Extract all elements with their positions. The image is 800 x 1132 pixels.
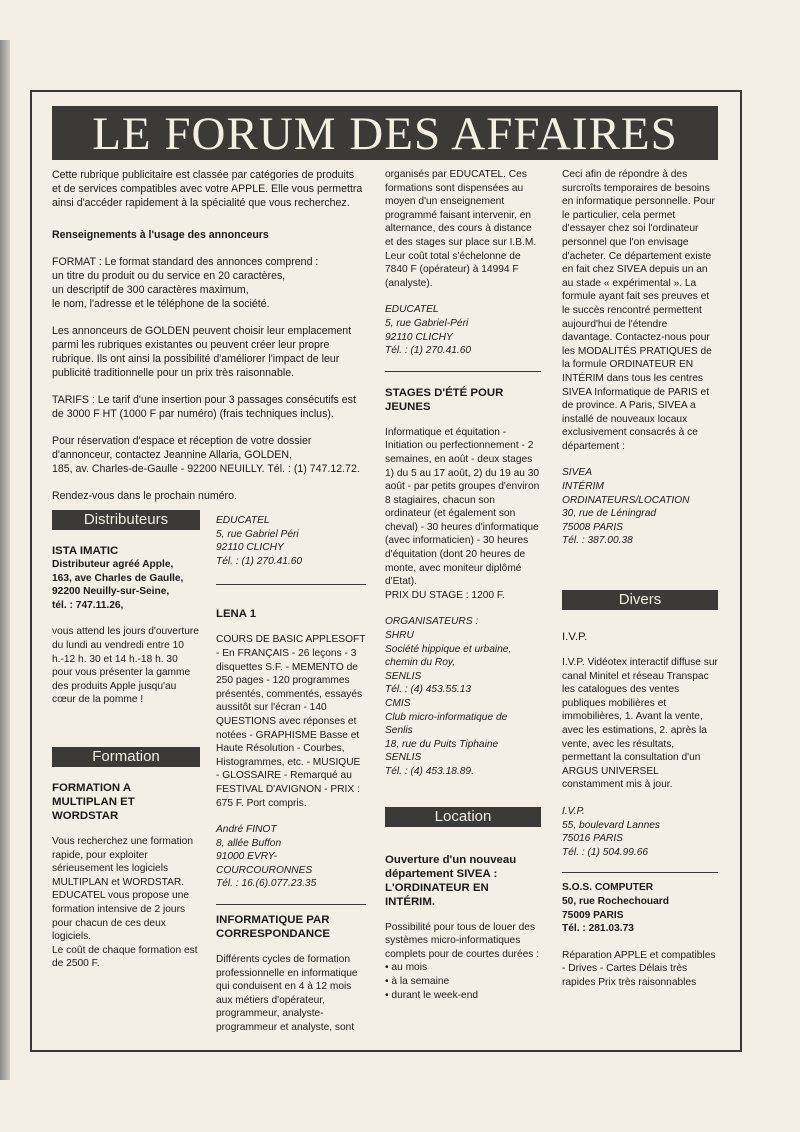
educatel-text: organisés par EDUCATEL. Ces formations sont dispensées au moyen d'un enseignement programmé faisant intervenir, en alternance, des cours à distance et des stages sur place sur I.B.M. Leur coût total s'échelonne de 7840 F (opérateur) à 14994 F (analyste). (385, 169, 537, 289)
intro-heading: Renseignements à l'usage des annonceurs (52, 229, 269, 241)
sivea-text: Ceci afin de répondre à des surcroîts temporaires de besoins en informatique personnelle. Pour le particulier, cela permet d'essayer chez soi l'ordinateur personnel que l'on envisage d'acheter. Ce département existe en fait chez SIVEA depuis un an au stade « expérimental ». La formule ayant fait ses preuves et le succès rencontré permettent aujourd'hui de l'étendre davantage. Contactez-nous pour les MODALITÉS PRATIQUES de la formule ORDINATEUR EN INTÉRIM dans tous les centres SIVEA Informatique de PARIS et de province. A Paris, SIVEA a installé de nouveaux locaux exclusivement consacrés à ce département : (562, 169, 715, 452)
divider (216, 584, 366, 585)
finot-address: André FINOT 8, allée Buffon 91000 EVRY- COURCOURONNES Tél. : 16.(6).077.23.35 (216, 824, 317, 890)
ivp-address: I.V.P. 55, boulevard Lannes 75016 PARIS Tél. : (1) 504.99.66 (562, 805, 660, 858)
stages-price: PRIX DU STAGE : 1200 F. (385, 589, 505, 601)
list-item: • durant le week-end (385, 989, 541, 1003)
list-item: • à la semaine (385, 975, 541, 989)
column-3 (385, 168, 541, 1002)
list-item: • au mois (385, 961, 541, 975)
educatel-address: EDUCATEL 5, rue Gabriel Péri 92110 CLICHY Tél. : (1) 270.41.60 (216, 515, 303, 567)
organisateurs-address: ORGANISATEURS : SHRU Société hippique et urbaine, chemin du Roy, SENLIS Tél. : (4) 453.55.13 CMIS Club micro-informatique de Senlis 18, rue du Puits Tiphaine SENLIS Tél. : (4) 453.18.89. (385, 616, 512, 777)
section-distributeurs: Distributeurs (52, 510, 200, 530)
stages-title: STAGES D'ÉTÉ POUR JEUNES (385, 386, 504, 413)
section-formation: Formation (52, 747, 200, 767)
divider (216, 904, 366, 905)
lena-text: COURS DE BASIC APPLESOFT - En FRANÇAIS - 26 leçons - 3 disquettes S.F. - MEMENTO de 250 pages - 120 programmes présentés, commentés, essayés aussitôt sur l'écran - 140 QUESTIONS avec réponses et notées - GRAPHISME Basse et Haute Résolution - Courbes, Histogrammes, etc. - MUSIQUE - GLOSSAIRE - Remarqué au FESTIVAL D'AVIGNON - PRIX : 675 F. Port compris. (216, 634, 366, 809)
location-title: Ouverture d'un nouveau département SIVEA : L'ORDINATEUR EN INTÉRIM. (385, 853, 517, 908)
column-4 (562, 168, 718, 1003)
correspondance-title: INFORMATIQUE PAR CORRESPONDANCE (216, 914, 330, 941)
correspondance-text: Différents cycles de formation professionnelle en informatique qui conduisent en 4 à 12 mois aux métiers d'opérateur, programmeur, analyste-programmeur et analyste, sont (216, 954, 358, 1034)
sos-text: Réparation APPLE et compatibles - Drives - Cartes Délais très rapides Prix très raisonnables (562, 949, 716, 988)
lena-title: LENA 1 (216, 608, 257, 621)
divider (385, 371, 541, 372)
sos-address: S.O.S. COMPUTER 50, rue Rochechouard 75009 PARIS Tél. : 281.03.73 (562, 882, 669, 935)
intro-paragraph: Cette rubrique publicitaire est classée par catégories de produits et de services compatibles avec votre APPLE. Elle vous permettra ainsi d'accéder rapidement à la spécialité que vous recherchez. (52, 169, 363, 209)
location-durations (385, 961, 541, 1002)
intro-section (52, 168, 364, 516)
sivea-address: SIVEA INTÉRIM ORDINATEURS/LOCATION 30, rue de Léningrad 75008 PARIS Tél. : 387.00.38 (562, 467, 690, 547)
format-block: FORMAT : Le format standard des annonces comprend : un titre du produit ou du service en 20 caractères, un descriptif de 300 caractères maximum, le nom, l'adresse et le téléphone de la société. (52, 256, 319, 310)
formation-a-title: FORMATION A MULTIPLAN ET WORDSTAR (52, 781, 135, 822)
ista-title: ISTA IMATIC (52, 545, 119, 557)
scan-edge (0, 40, 10, 1080)
rendezvous-text: Rendez-vous dans le prochain numéro. (52, 490, 237, 502)
intro-paragraph-2: Les annonceurs de GOLDEN peuvent choisir leur emplacement parmi les rubriques existantes ou peuvent créer leur propre rubrique. Ils ont ainsi la possibilité d'améliorer l'impact de leur publicité traditionnelle pour un prix très raisonnable. (52, 325, 352, 379)
column-1 (52, 510, 200, 971)
section-divers: Divers (562, 590, 718, 610)
page-title: LE FORUM DES AFFAIRES (52, 106, 718, 160)
divider (562, 872, 718, 873)
ista-address: Distributeur agréé Apple, 163, ave Charles de Gaulle, 92200 Neuilly-sur-Seine, tél. : 747.11.26, (52, 559, 184, 611)
educatel-address-2: EDUCATEL 5, rue Gabriel-Péri 92110 CLICHY Tél. : (1) 270.41.60 (385, 304, 472, 357)
section-location: Location (385, 807, 541, 827)
ivp-text: I.V.P. Vidéotex interactif diffuse sur canal Minitel et réseau Transpac les catalogues des ventes publiques mobilières et immobilières, 1. Avant la vente, avec les estimations, 2. après la vente, avec les résultats, permettant la consultation d'un ARGUS UNIVERSEL constamment mis à jour. (562, 657, 718, 791)
stages-text: Informatique et équitation - Initiation ou perfectionnement - 2 semaines, en août - deux stages 1) du 5 au 17 août, 2) du 19 au 30 août - par petits groupes d'environ 8 stagiaires, chacun son ordinateur (et également son cheval) - 30 heures d'informatique (avec informaticien) - 30 heures d'équitation (dont 20 heures de monte, avec moniteur diplômé d'Etat). (385, 426, 540, 588)
column-2 (216, 514, 366, 1048)
location-text: Possibilité pour tous de louer des systèmes micro-informatiques complets pour de courtes durées : (385, 921, 540, 960)
formation-a-text: Vous recherchez une formation rapide, pour exploiter sérieusement les logiciels MULTIPLAN et WORDSTAR. EDUCATEL vous propose une formation intensive de 2 jours pour chacun de ces deux logiciels. Le coût de chaque formation est de 2500 F. (52, 835, 198, 970)
reservation-block: Pour réservation d'espace et réception de votre dossier d'annonceur, contactez Jeannine Allaria, GOLDEN, 185, av. Charles-de-Gaulle - 92200 NEUILLY. Tél. : (1) 747.12.72. (52, 435, 360, 475)
ista-text: vous attend les jours d'ouverture du lundi au vendredi entre 10 h.-12 h. 30 et 14 h.-18 h. 30 pour vous présenter la gamme des produits Apple jusqu'au cœur de la pomme ! (52, 626, 199, 706)
tarifs-paragraph: TARIFS : Le tarif d'une insertion pour 3 passages consécutifs est de 3000 F HT (1000 F par numéro) (frais techniques inclus). (52, 394, 356, 420)
ivp-title: I.V.P. (562, 631, 588, 644)
